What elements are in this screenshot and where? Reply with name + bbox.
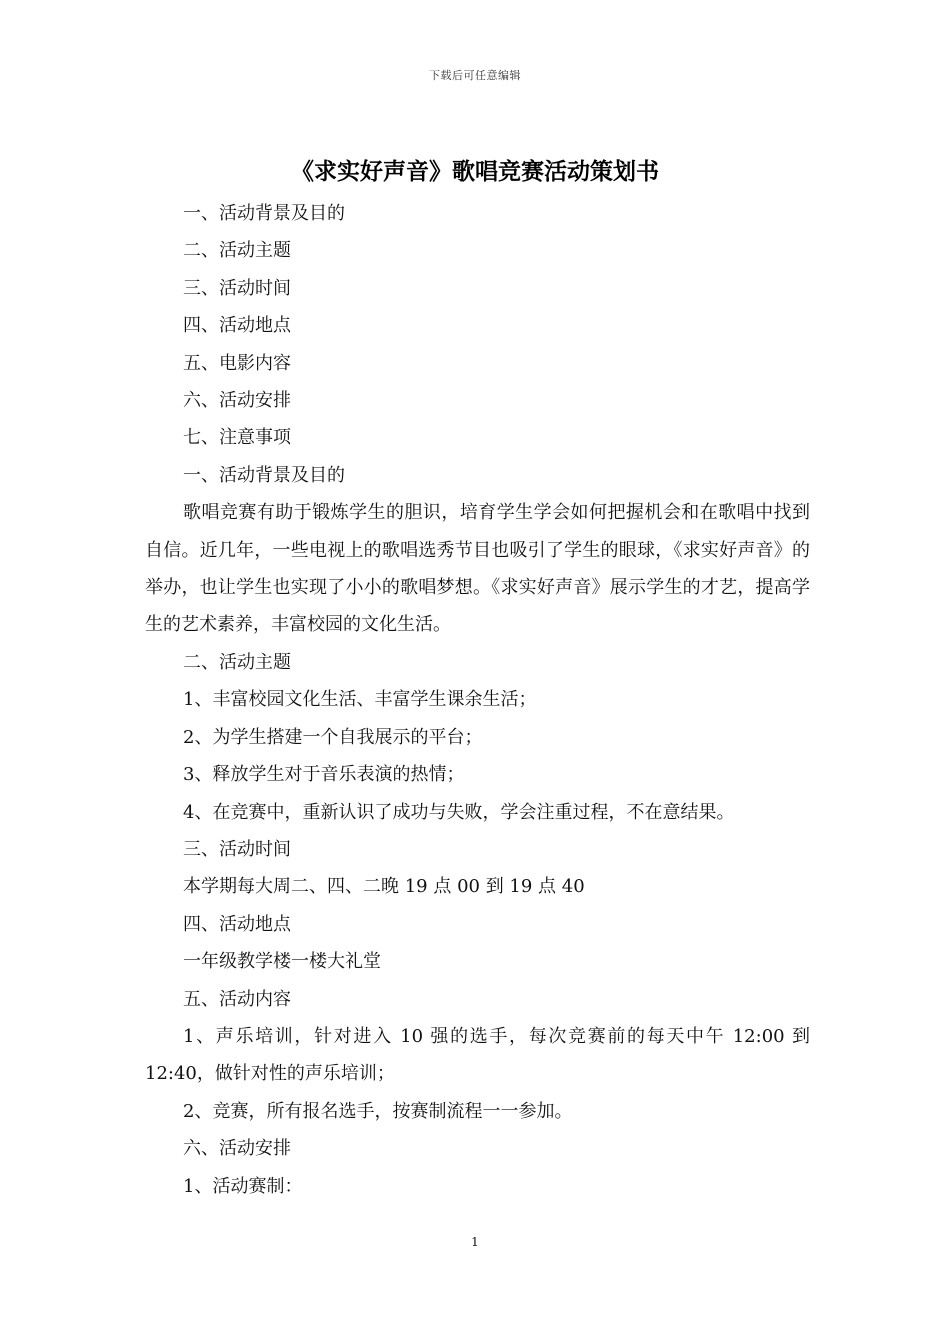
section-heading-background: 一、活动背景及目的	[183, 464, 345, 486]
theme-item-3: 3、释放学生对于音乐表演的热情；	[183, 764, 465, 786]
arrangement-item-1: 1、活动赛制：	[183, 1175, 303, 1197]
section-text-background: 歌唱竞赛有助于锻炼学生的胆识，培育学生学会如何把握机会和在歌唱中找到自信。近几年，一些电视上的歌唱选秀节目也吸引了学生的眼球，《求实好声音》的举办，也让学生也实现了小小的歌唱梦想。《求实好声音》展示学生的才艺，提高学生的艺术素养，丰富校园的文化生活。	[145, 502, 810, 636]
section-heading-time: 三、活动时间	[183, 838, 291, 860]
toc-item-7: 七、注意事项	[183, 427, 291, 449]
page-header: 下载后可任意编辑	[429, 69, 521, 82]
content-item-2: 2、竞赛，所有报名选手，按赛制流程一一参加。	[183, 1100, 573, 1122]
section-heading-place: 四、活动地点	[183, 913, 291, 935]
document-body	[145, 195, 810, 1205]
toc-item-6: 六、活动安排	[183, 390, 291, 412]
section-heading-theme: 二、活动主题	[183, 651, 291, 673]
theme-item-4: 4、在竞赛中，重新认识了成功与失败，学会注重过程，不在意结果。	[183, 801, 735, 823]
toc-item-3: 三、活动时间	[183, 277, 291, 299]
document-title: 《求实好声音》歌唱竞赛活动策划书	[291, 158, 659, 185]
section-heading-content: 五、活动内容	[183, 988, 291, 1010]
toc-item-5: 五、电影内容	[183, 352, 291, 374]
toc-item-1: 一、活动背景及目的	[183, 203, 345, 224]
toc-item-4: 四、活动地点	[183, 315, 291, 337]
section-heading-arrangement: 六、活动安排	[183, 1138, 291, 1160]
section-text-time: 本学期每大周二、四、二晚 19 点 00 到 19 点 40	[183, 876, 585, 898]
section-text-place: 一年级教学楼一楼大礼堂	[183, 951, 381, 973]
content-item-1: 1、声乐培训，针对进入 10 强的选手，每次竞赛前的每天中午 12:00 到 12:40，做针对性的声乐培训；	[145, 1025, 810, 1085]
page-number: 1	[471, 1235, 479, 1249]
theme-item-2: 2、为学生搭建一个自我展示的平台；	[183, 726, 483, 748]
toc-item-2: 二、活动主题	[183, 240, 291, 262]
theme-item-1: 1、丰富校园文化生活、丰富学生课余生活；	[183, 689, 537, 711]
